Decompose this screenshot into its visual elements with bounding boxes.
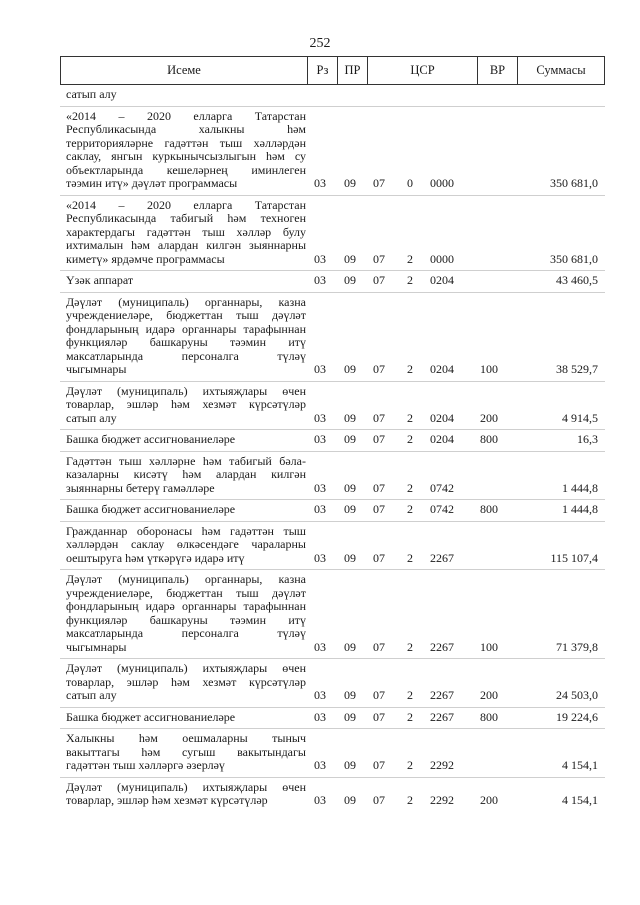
row-name-line: ихтималын һәм алардан килгән зыяннарны	[66, 238, 306, 252]
row-name-line: «2014 – 2020 елларга Татарстан	[66, 108, 306, 123]
table-row	[0, 385, 640, 426]
row-name-line: территорияләрне гадәттән тыш хәлләрдән	[66, 135, 306, 150]
row-c2: 2	[407, 688, 413, 702]
row-name-line: Халыкны һәм оешмаларны тыныч	[66, 731, 306, 745]
row-c2: 2	[407, 758, 413, 772]
row-c1: 07	[373, 362, 385, 376]
row-c3: 0204	[430, 432, 454, 446]
header-rz: Рз	[307, 57, 337, 84]
row-sum: 24 503,0	[556, 688, 598, 702]
row-name	[66, 503, 306, 517]
row-rz: 03	[314, 688, 326, 702]
row-pr: 09	[344, 176, 356, 190]
row-c2: 2	[407, 273, 413, 287]
row-c1: 07	[373, 758, 385, 772]
row-name	[66, 274, 306, 288]
row-name	[66, 296, 306, 377]
row-name	[66, 711, 306, 725]
row-name-line: Дәүләт (муниципаль) ихтыяҗлары өчен	[66, 779, 306, 794]
row-name-line: функцияләр башкаруны тәэмин итү	[66, 335, 306, 349]
row-separator	[60, 106, 605, 107]
row-c1: 07	[373, 502, 385, 516]
row-pr: 09	[344, 410, 356, 425]
row-sum: 4 914,5	[562, 410, 598, 425]
row-name-line: саклау, янгын куркынычсызлыгын һәм су	[66, 149, 306, 163]
row-pr: 09	[344, 688, 356, 702]
row-pr: 09	[344, 432, 356, 446]
row-name	[66, 525, 306, 566]
row-sum: 4 154,1	[562, 758, 598, 772]
row-name-line: Башка бюджет ассигнованиеләре	[66, 432, 236, 446]
table-row	[0, 525, 640, 566]
row-c2: 2	[407, 432, 413, 446]
row-pr: 09	[344, 793, 356, 807]
table-row	[0, 296, 640, 377]
row-name-line: Дәүләт (муниципаль) органнары, казна	[66, 572, 306, 586]
table-row	[0, 573, 640, 654]
header-csr: ЦСР	[367, 57, 477, 84]
row-name-line: максатларында персоналга түләү	[66, 626, 306, 640]
row-c1: 07	[373, 410, 385, 425]
row-c2: 2	[407, 502, 413, 516]
row-c2: 2	[407, 639, 413, 654]
row-c3: 0742	[430, 480, 454, 495]
row-sum: 350 681,0	[550, 176, 598, 190]
header-pr: ПР	[337, 57, 367, 84]
row-name-line: тәэмин итү» дәүләт программасы	[66, 176, 238, 190]
row-c1: 07	[373, 480, 385, 495]
row-name-line: Башка бюджет ассигнованиеләре	[66, 709, 236, 724]
row-name-line: чыгымнары	[66, 639, 127, 654]
row-sum: 16,3	[577, 432, 598, 446]
row-separator	[60, 569, 605, 570]
row-rz: 03	[314, 410, 326, 425]
row-rz: 03	[314, 176, 326, 190]
row-sum: 43 460,5	[556, 273, 598, 287]
row-name-line: оештыруга һәм үткәрүгә идарә итү	[66, 550, 245, 565]
row-sum: 4 154,1	[562, 793, 598, 807]
row-c1: 07	[373, 432, 385, 446]
row-sum: 38 529,7	[556, 362, 598, 376]
row-separator	[60, 777, 605, 778]
row-vr: 100	[480, 362, 498, 376]
row-vr: 200	[480, 688, 498, 702]
row-sum: 115 107,4	[550, 550, 598, 565]
row-separator	[60, 521, 605, 522]
row-c1: 07	[373, 550, 385, 565]
row-rz: 03	[314, 550, 326, 565]
row-c3: 2267	[430, 688, 454, 702]
row-pr: 09	[344, 273, 356, 287]
row-c2: 2	[407, 362, 413, 376]
row-c1: 07	[373, 251, 385, 266]
row-name-line: функцияләр башкаруны тәэмин итү	[66, 612, 306, 627]
row-separator	[60, 195, 605, 196]
row-name-line: характердагы гадәттән тыш хәлләр булу	[66, 224, 306, 239]
row-sum: 350 681,0	[550, 251, 598, 266]
row-name-line: чыгымнары	[66, 362, 127, 376]
row-name	[66, 781, 306, 808]
row-sum: 1 444,8	[562, 502, 598, 516]
row-name-line: Дәүләт (муниципаль) ихтыяҗлары өчен	[66, 661, 306, 675]
table-row	[0, 455, 640, 496]
table-row	[0, 274, 640, 288]
row-name-line: сатып алу	[66, 410, 117, 425]
row-sum: 19 224,6	[556, 709, 598, 724]
row-vr: 800	[480, 432, 498, 446]
row-c1: 07	[373, 639, 385, 654]
row-name-line: Үзәк аппарат	[66, 273, 134, 287]
row-separator	[60, 381, 605, 382]
row-c1: 07	[373, 709, 385, 724]
row-name-line: Республикасында табигый һәм техноген	[66, 211, 306, 225]
table-row	[0, 199, 640, 267]
row-c2: 2	[407, 251, 413, 266]
row-name-line: Республикасында халыкны һәм	[66, 122, 306, 136]
row-c3: 2292	[430, 758, 454, 772]
row-c3: 0742	[430, 502, 454, 516]
row-name	[66, 110, 306, 191]
row-name-line: хәлләрдән саклау өлкәсендәге чараларны	[66, 537, 306, 551]
row-name	[66, 385, 306, 426]
table-row	[0, 732, 640, 773]
row-vr: 800	[480, 502, 498, 516]
table-row	[0, 433, 640, 447]
row-c1: 07	[373, 688, 385, 702]
row-c3: 0204	[430, 362, 454, 376]
row-separator	[60, 292, 605, 293]
table-row	[0, 110, 640, 191]
row-name-line: фондларының идарә органнары тарафыннан	[66, 321, 306, 336]
row-separator	[60, 270, 605, 271]
row-vr: 200	[480, 410, 498, 425]
row-rz: 03	[314, 709, 326, 724]
row-c3: 0204	[430, 273, 454, 287]
row-name-line: Дәүләт (муниципаль) органнары, казна	[66, 294, 306, 309]
row-rz: 03	[314, 639, 326, 654]
row-rz: 03	[314, 362, 326, 376]
row-c2: 2	[407, 480, 413, 495]
row-separator	[60, 658, 605, 659]
table-row	[0, 711, 640, 725]
row-name	[66, 662, 306, 703]
table-row	[0, 662, 640, 703]
header-sum: Суммасы	[517, 57, 604, 84]
row-c2: 2	[407, 550, 413, 565]
row-c3: 2267	[430, 639, 454, 654]
row-c3: 2267	[430, 709, 454, 724]
row-name-line: учреждениеләре, бюджеттан тыш дәүләт	[66, 585, 306, 600]
row-separator	[60, 429, 605, 430]
row-name	[66, 455, 306, 496]
row-pr: 09	[344, 709, 356, 724]
row-c1: 07	[373, 793, 385, 807]
row-rz: 03	[314, 432, 326, 446]
row-name-line: Башка бюджет ассигнованиеләре	[66, 502, 236, 516]
table-row	[0, 503, 640, 517]
row-rz: 03	[314, 758, 326, 772]
row-name-line: казаларны кисәтү һәм алардан килгән	[66, 467, 306, 481]
row-name-line: учреждениеләре, бюджеттан тыш дәүләт	[66, 308, 306, 322]
row-c3: 0000	[430, 251, 454, 266]
row-c3: 0204	[430, 410, 454, 425]
row-name-line: товарлар, эшләр һәм хезмәт күрсәтүләр	[66, 397, 306, 411]
row-name-line: Гадәттән тыш хәлләрне һәм табигый бәла-	[66, 453, 306, 468]
row-c3: 2292	[430, 793, 454, 807]
row-name-line: Дәүләт (муниципаль) ихтыяҗлары өчен	[66, 383, 306, 398]
row-name-line: сатып алу	[66, 688, 117, 702]
page-number: 252	[309, 36, 331, 51]
row-rz: 03	[314, 480, 326, 495]
header-name: Исеме	[167, 63, 201, 77]
row-name	[66, 433, 306, 447]
row-rz: 03	[314, 251, 326, 266]
row-name-line: товарлар, эшләр һәм хезмәт күрсәтүләр	[66, 793, 268, 807]
row-name-line: сатып алу	[66, 87, 117, 101]
row-c1: 07	[373, 176, 385, 190]
row-name-line: киметү» ярдәмче программасы	[66, 251, 225, 266]
table-row	[0, 781, 640, 808]
row-pr: 09	[344, 758, 356, 772]
row-sum: 71 379,8	[556, 639, 598, 654]
row-name-line: «2014 – 2020 елларга Татарстан	[66, 197, 306, 212]
row-pr: 09	[344, 362, 356, 376]
row-separator	[60, 728, 605, 729]
row-separator	[60, 499, 605, 500]
row-name	[66, 573, 306, 654]
row-name-line: гадәттән тыш хәлләргә әзерләү	[66, 758, 225, 772]
row-separator	[60, 707, 605, 708]
row-name-line: вакыттагы һәм сугыш вакытындагы	[66, 744, 306, 759]
row-name-line: товарлар, эшләр һәм хезмәт күрсәтүләр	[66, 674, 306, 689]
row-rz: 03	[314, 502, 326, 516]
row-name-line: зыяннарны бетерү гамәлләре	[66, 480, 215, 495]
row-name-line: фондларының идарә органнары тарафыннан	[66, 599, 306, 613]
row-pr: 09	[344, 480, 356, 495]
row-sum: 1 444,8	[562, 480, 598, 495]
row-rz: 03	[314, 273, 326, 287]
row-name	[66, 732, 306, 773]
row-pr: 09	[344, 251, 356, 266]
table-row	[0, 88, 640, 102]
row-c2: 0	[407, 176, 413, 190]
row-vr: 100	[480, 639, 498, 654]
row-pr: 09	[344, 550, 356, 565]
row-separator	[60, 451, 605, 452]
row-name-line: Гражданнар оборонасы һәм гадәттән тыш	[66, 523, 306, 538]
row-name	[66, 88, 306, 102]
row-c3: 2267	[430, 550, 454, 565]
row-rz: 03	[314, 793, 326, 807]
row-c2: 2	[407, 793, 413, 807]
row-name-line: объектларында кешеләрнең иминлеген	[66, 162, 306, 177]
row-c1: 07	[373, 273, 385, 287]
row-pr: 09	[344, 639, 356, 654]
row-c2: 2	[407, 709, 413, 724]
table-header	[60, 56, 605, 85]
row-c2: 2	[407, 410, 413, 425]
row-vr: 800	[480, 709, 498, 724]
row-name	[66, 199, 306, 267]
row-name-line: максатларында персоналга түләү	[66, 348, 306, 363]
row-pr: 09	[344, 502, 356, 516]
header-vr: ВР	[477, 57, 517, 84]
row-vr: 200	[480, 793, 498, 807]
row-c3: 0000	[430, 176, 454, 190]
